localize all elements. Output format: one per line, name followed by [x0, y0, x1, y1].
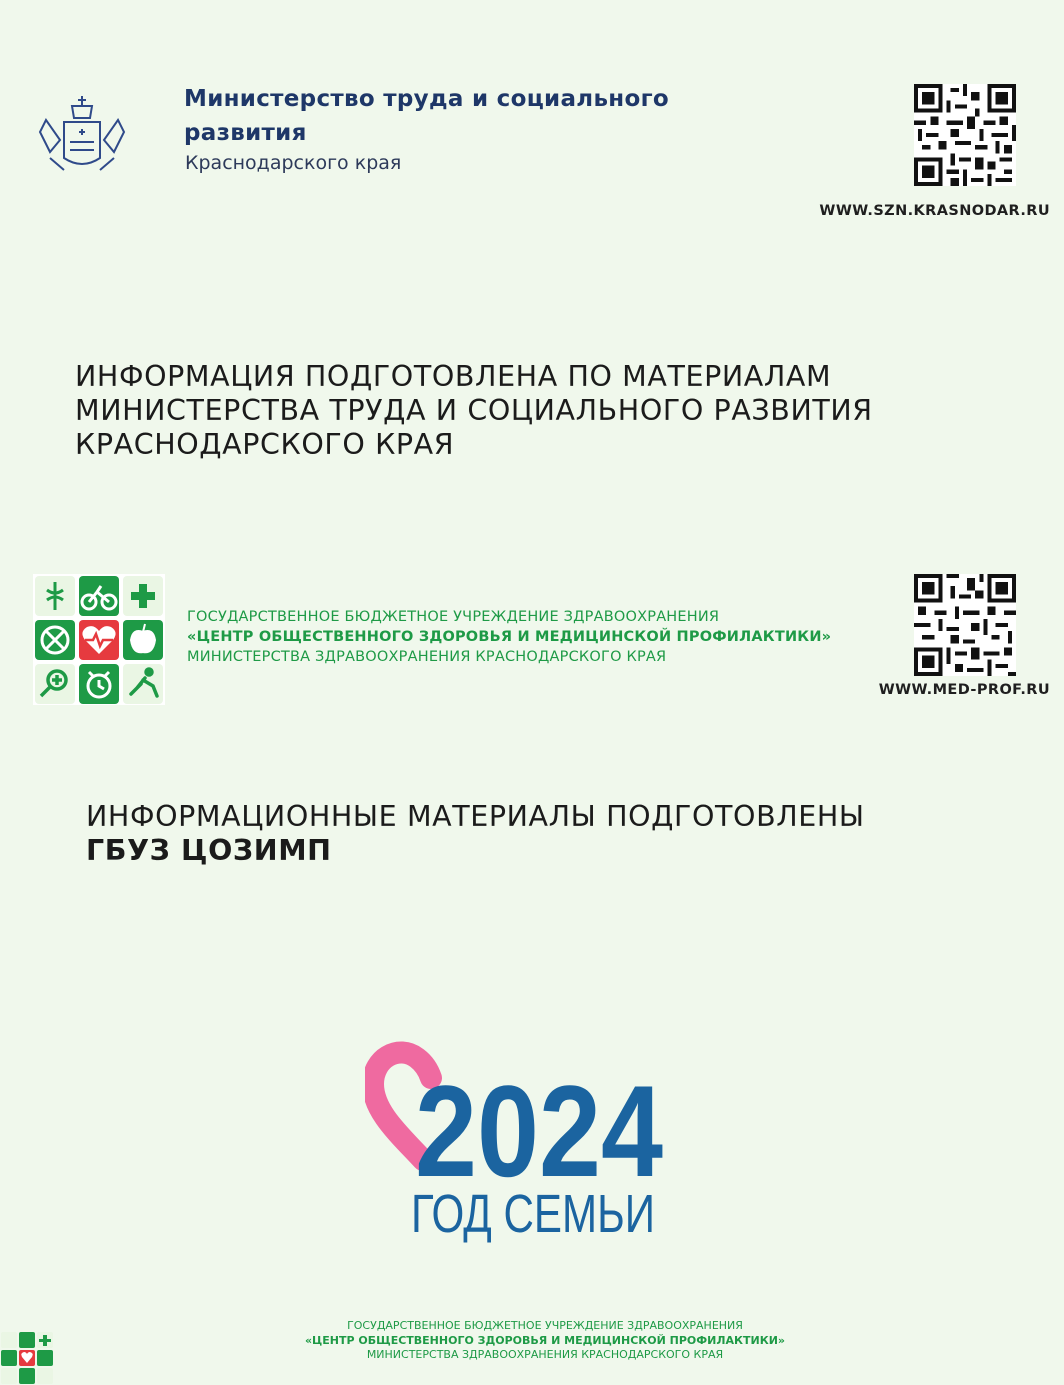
prepared-by [86, 800, 1006, 868]
year-caption: ГОД СЕМЬИ [411, 1184, 655, 1244]
qr-code-icon[interactable] [914, 84, 1016, 186]
coat-of-arms-icon [36, 92, 128, 178]
ministry-title-line1: Министерство труда и социального [184, 86, 669, 112]
medprof-url[interactable]: WWW.MED-PROF.RU [878, 682, 1050, 698]
medprof-text [187, 607, 887, 667]
footer-line2: «ЦЕНТР ОБЩЕСТВЕННОГО ЗДОРОВЬЯ И МЕДИЦИНСКОЙ ПРОФИЛАКТИКИ» [304, 1333, 786, 1347]
info-paragraph [75, 360, 995, 462]
medprof-line3: МИНИСТЕРСТВА ЗДРАВООХРАНЕНИЯ КРАСНОДАРСКОГО КРАЯ [187, 649, 667, 665]
info-line2: МИНИСТЕРСТВА ТРУДА И СОЦИАЛЬНОГО РАЗВИТИЯ [75, 394, 873, 427]
footer-text [200, 1319, 890, 1363]
ministry-url[interactable]: WWW.SZN.KRASNODAR.RU [819, 203, 1050, 219]
qr-code-icon[interactable] [914, 574, 1016, 676]
footer-line1: ГОСУДАРСТВЕННОЕ БЮДЖЕТНОЕ УЧРЕЖДЕНИЕ ЗДРАВООХРАНЕНИЯ [347, 1319, 743, 1332]
year-text: 2024 [415, 1058, 663, 1204]
prepared-line2: ГБУЗ ЦОЗИМП [86, 834, 332, 867]
footer-line3: МИНИСТЕРСТВА ЗДРАВООХРАНЕНИЯ КРАСНОДАРСКОГО КРАЯ [366, 1348, 724, 1361]
ministry-title [184, 82, 784, 150]
info-line1: ИНФОРМАЦИЯ ПОДГОТОВЛЕНА ПО МАТЕРИАЛАМ [75, 360, 832, 393]
ministry-title-line2: развития [184, 120, 307, 146]
medprof-line2: «ЦЕНТР ОБЩЕСТВЕННОГО ЗДОРОВЬЯ И МЕДИЦИНСКОЙ ПРОФИЛАКТИКИ» [187, 629, 832, 645]
ministry-subtitle: Краснодарского края [185, 152, 402, 174]
health-icons-logo [33, 574, 165, 705]
footer-health-logo [0, 1331, 55, 1385]
medprof-line1: ГОСУДАРСТВЕННОЕ БЮДЖЕТНОЕ УЧРЕЖДЕНИЕ ЗДРАВООХРАНЕНИЯ [187, 609, 720, 625]
info-line3: КРАСНОДАРСКОГО КРАЯ [75, 428, 455, 461]
year-of-family-logo [365, 1040, 685, 1250]
prepared-line1: ИНФОРМАЦИОННЫЕ МАТЕРИАЛЫ ПОДГОТОВЛЕНЫ [86, 800, 865, 833]
